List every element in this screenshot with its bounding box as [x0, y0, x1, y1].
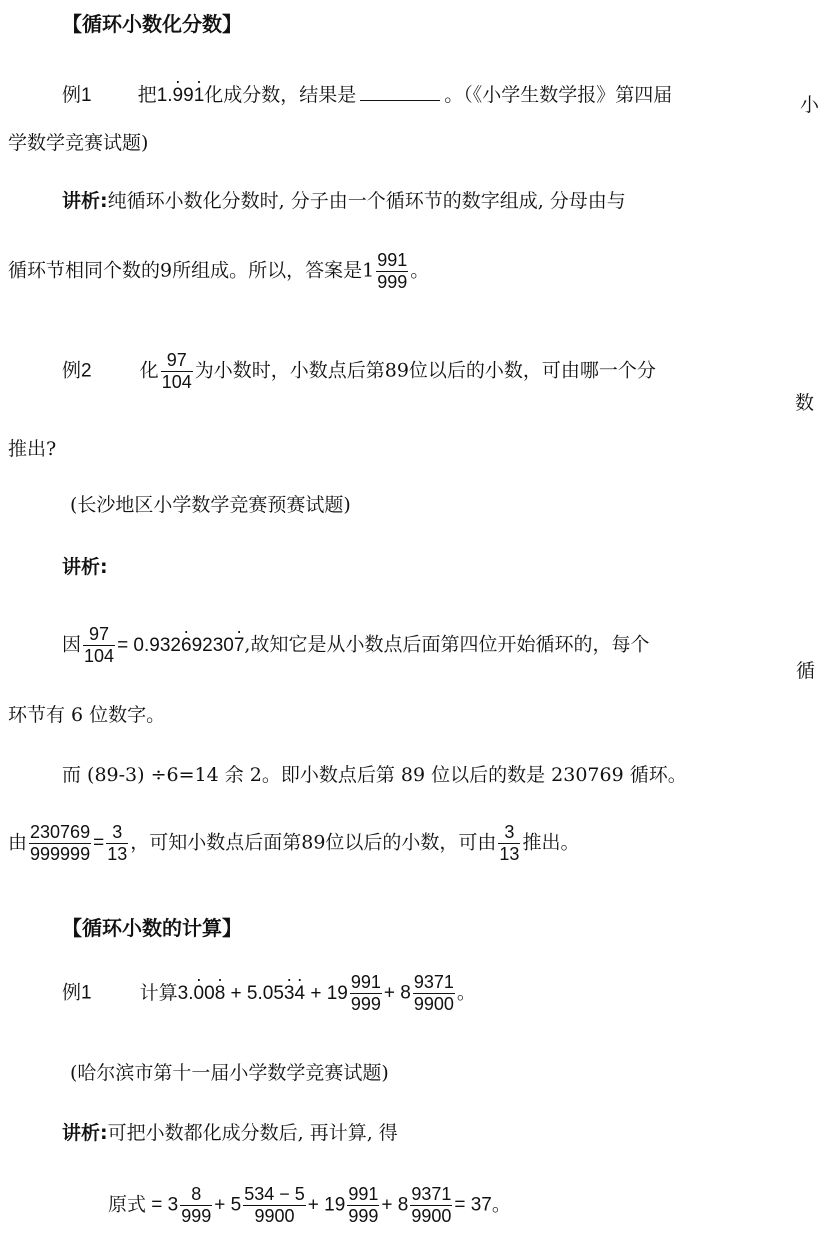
calc-text: 计算3. — [139, 982, 194, 1004]
calc-term: + 5.05 — [230, 982, 284, 1004]
wrap-char: 小 — [800, 94, 820, 116]
example-source: (哈尔滨市第十一届小学数学竞赛试题) — [70, 1062, 389, 1084]
fraction — [161, 350, 193, 392]
analysis-text: 循环节相同个数的9所组成。所以，答案是1 — [8, 259, 375, 282]
fraction — [83, 624, 115, 666]
wrap-char: 数 — [795, 392, 815, 414]
repeating-digit: · 7 — [234, 636, 245, 655]
numerator: 991 — [350, 972, 381, 992]
example-source: 学数学竞赛试题) — [8, 132, 149, 154]
analysis-text: ，可知小数点后面第89位以后的小数，可由 — [130, 831, 497, 854]
fraction — [29, 822, 91, 864]
denominator: 9900 — [254, 1205, 295, 1226]
analysis-text: ,故知它是从小数点后面第四位开始循环的，每个 — [244, 633, 650, 656]
example-text: 为小数时，小数点后第89位以后的小数，可由哪一个分 — [194, 359, 656, 382]
formula-result: = 37。 — [454, 1194, 511, 1216]
numerator: 991 — [377, 250, 408, 270]
analysis-1-line2 — [8, 250, 429, 292]
denominator: 999 — [181, 1205, 212, 1226]
numerator: 3 — [498, 822, 520, 844]
example-label: 例2 — [62, 360, 92, 382]
denominator: 999 — [350, 993, 381, 1014]
calc-term: + 19 — [310, 982, 348, 1004]
repeating-digit: · 9 — [173, 86, 184, 105]
section-heading-2: 【循环小数的计算】 — [62, 916, 242, 940]
repeating-digit: · 0 — [194, 984, 205, 1003]
fraction — [376, 250, 408, 292]
analysis-text: 推出。 — [522, 831, 580, 854]
analysis-text: 由 — [8, 831, 28, 854]
wrap-char: 循 — [796, 660, 816, 682]
formula-term: + 19 — [307, 1194, 346, 1216]
repeating-digit: · 4 — [294, 984, 305, 1003]
digit: 9 — [183, 85, 194, 106]
denominator: 999999 — [30, 843, 91, 864]
example-text: 化成分数，结果是 — [204, 84, 357, 106]
fraction — [106, 822, 128, 864]
analysis-2-line4 — [8, 822, 579, 864]
analysis-2-line1 — [62, 624, 649, 666]
fraction — [410, 1184, 452, 1226]
numerator: 9371 — [413, 972, 454, 992]
numerator: 230769 — [30, 822, 91, 842]
fraction — [180, 1184, 212, 1226]
analysis-label: 讲析: — [62, 190, 108, 212]
fraction — [350, 972, 382, 1014]
solution-formula — [108, 1184, 511, 1226]
formula-term: 原式 = 3 — [108, 1194, 179, 1216]
denominator: 9900 — [411, 1205, 452, 1226]
repeating-digit: · 8 — [215, 984, 226, 1003]
example-text: 。（《小学生数学报》第四届 — [444, 84, 673, 106]
example-text: 把 — [137, 84, 157, 106]
numerator: 534 − 5 — [244, 1184, 305, 1204]
analysis-text: 环节有 6 位数字。 — [8, 704, 166, 726]
calc-end: 。 — [456, 981, 476, 1004]
fraction — [498, 822, 520, 864]
denominator: 999 — [377, 271, 408, 292]
analysis-text: 因 — [62, 633, 82, 656]
answer-blank — [360, 82, 440, 101]
numerator: 3 — [106, 822, 128, 844]
repeating-digit: · 1 — [194, 86, 205, 105]
fraction — [347, 1184, 379, 1226]
example-label: 例1 — [62, 85, 92, 106]
analysis-label: 讲析: — [62, 1122, 108, 1144]
numerator: 8 — [180, 1184, 212, 1206]
denominator: 999 — [348, 1205, 379, 1226]
decimal-prefix: 1. — [156, 85, 173, 106]
numerator: 97 — [83, 624, 115, 646]
analysis-label: 讲析: — [62, 556, 108, 578]
decimal-start: = 0.932 — [117, 634, 181, 656]
formula-term: + 5 — [214, 1194, 242, 1216]
denominator: 13 — [107, 843, 128, 864]
denominator: 104 — [161, 371, 192, 392]
formula-term: + 8 — [381, 1194, 409, 1216]
example-continuation: 推出? — [8, 438, 57, 460]
digit: 0 — [204, 982, 215, 1004]
calc-term: + 8 — [383, 982, 411, 1004]
analysis-text: 纯循环小数化分数时, 分子由一个循环节的数字组成, 分母由与 — [107, 190, 626, 212]
numerator: 9371 — [411, 1184, 452, 1204]
analysis-text: 而 (89-3) ÷6=14 余 2。即小数点后第 89 位以后的数是 230769 循环。 — [62, 764, 687, 786]
example-1-line — [62, 82, 672, 105]
example-text: 化 — [139, 359, 159, 382]
example-source: (长沙地区小学数学竞赛预赛试题) — [70, 494, 351, 516]
analysis-text: 可把小数都化成分数后, 再计算, 得 — [107, 1122, 398, 1144]
section-heading-1: 【循环小数化分数】 — [62, 12, 242, 36]
digit: 9230 — [191, 634, 234, 656]
example-2-line — [62, 350, 656, 392]
numerator: 991 — [348, 1184, 379, 1204]
decimal-expansion — [117, 635, 244, 656]
analysis-1-line1 — [62, 192, 626, 211]
fraction — [243, 1184, 306, 1226]
fraction — [413, 972, 455, 1014]
denominator: 9900 — [413, 993, 454, 1014]
calc-expression — [140, 983, 348, 1004]
denominator: 13 — [499, 843, 520, 864]
repeating-digit: · 6 — [181, 636, 192, 655]
repeating-digit: · 3 — [284, 984, 295, 1003]
equals-sign: = — [93, 832, 105, 854]
analysis-3-line — [62, 1124, 398, 1143]
example-label: 例1 — [62, 982, 92, 1004]
analysis-text: 。 — [410, 259, 430, 282]
calc-example-line — [62, 972, 476, 1014]
numerator: 97 — [161, 350, 193, 372]
denominator: 104 — [84, 645, 115, 666]
